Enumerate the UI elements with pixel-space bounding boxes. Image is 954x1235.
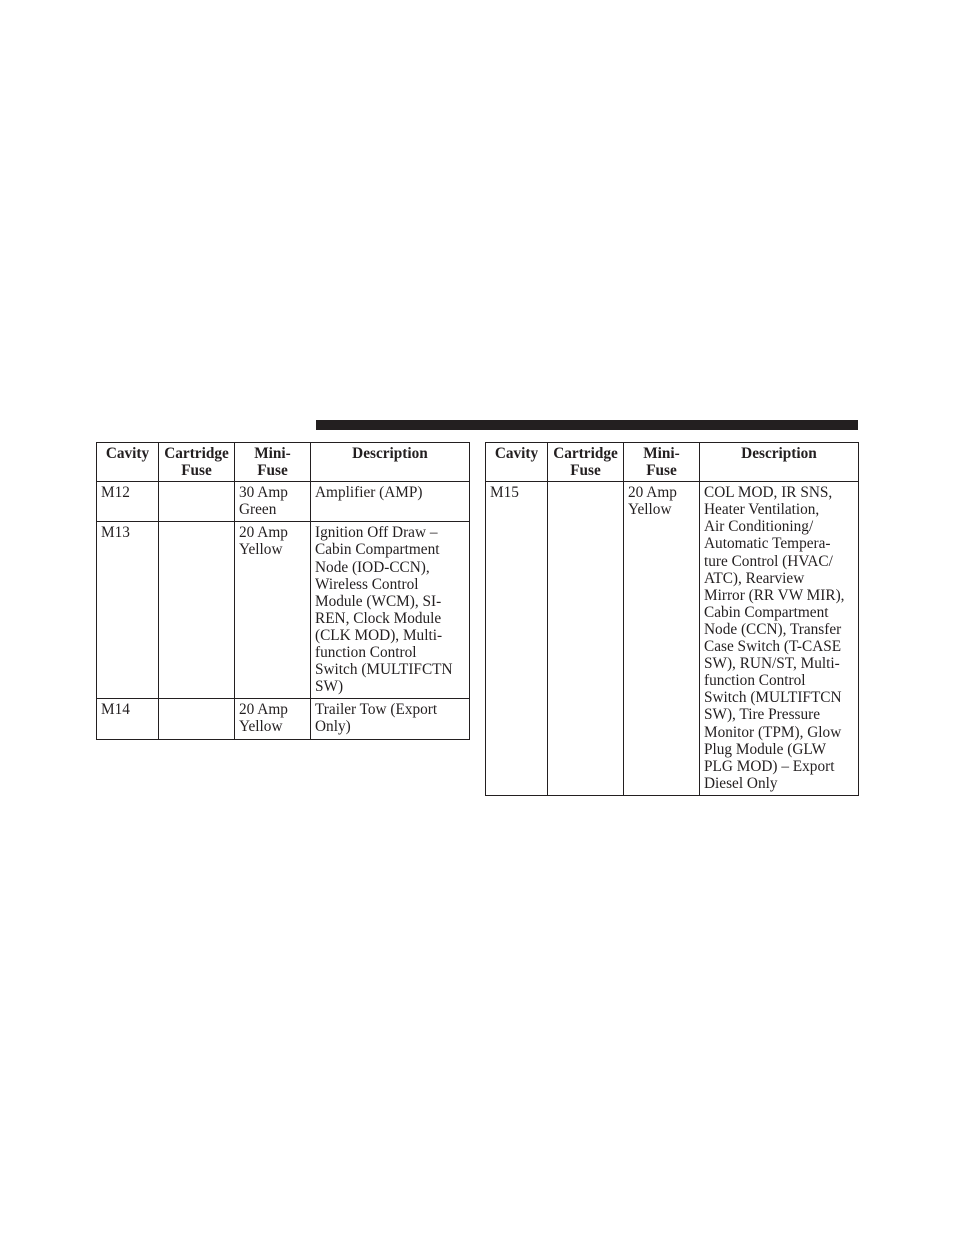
description-line: Cabin Compartment bbox=[315, 541, 440, 559]
description-line: ATC), Rearview bbox=[704, 569, 805, 587]
header-cartridge-line2: Fuse bbox=[181, 462, 212, 480]
description-line: Wireless Control bbox=[315, 575, 419, 593]
description-line: Only) bbox=[315, 718, 351, 736]
table-header-row bbox=[486, 443, 859, 482]
description-line: Switch (MULTIFCTN bbox=[315, 661, 453, 679]
header-mini-fuse bbox=[235, 443, 311, 482]
description-line: Mirror (RR VW MIR), bbox=[704, 586, 845, 604]
cell-description bbox=[311, 522, 470, 699]
header-mini-line1: Mini- bbox=[643, 445, 680, 462]
mini-fuse-line: 30 Amp bbox=[239, 484, 288, 502]
header-cavity-label: Cavity bbox=[494, 445, 539, 462]
cell-cartridge bbox=[159, 699, 235, 739]
cell-cartridge bbox=[159, 482, 235, 522]
cell-cartridge bbox=[159, 522, 235, 699]
mini-fuse-line: Yellow bbox=[239, 541, 283, 559]
cell-cartridge bbox=[548, 482, 624, 796]
description-line: Switch (MULTIFTCN bbox=[704, 689, 842, 707]
cell-cavity: M12 bbox=[97, 482, 159, 522]
table-row bbox=[97, 522, 470, 699]
header-mini-fuse bbox=[624, 443, 700, 482]
cell-cavity: M15 bbox=[486, 482, 548, 796]
description-line: Monitor (TPM), Glow bbox=[704, 723, 842, 741]
header-cartridge-fuse bbox=[159, 443, 235, 482]
mini-fuse-line: Yellow bbox=[628, 501, 672, 519]
cell-cavity: M13 bbox=[97, 522, 159, 699]
description-line: Air Conditioning/ bbox=[704, 518, 814, 536]
mini-fuse-line: 20 Amp bbox=[239, 524, 288, 542]
mini-fuse-line: Green bbox=[239, 501, 277, 519]
table-row bbox=[486, 482, 859, 796]
header-cartridge-line1: Cartridge bbox=[553, 445, 618, 462]
description-line: Heater Ventilation, bbox=[704, 501, 820, 519]
description-line: REN, Clock Module bbox=[315, 609, 442, 627]
description-line: SW) bbox=[315, 678, 344, 696]
table-row bbox=[97, 699, 470, 739]
mini-fuse-line: Yellow bbox=[239, 718, 283, 736]
description-line: Amplifier (AMP) bbox=[315, 484, 423, 502]
description-line: Automatic Tempera- bbox=[704, 535, 831, 553]
header-description bbox=[311, 443, 470, 482]
header-description-label: Description bbox=[741, 445, 817, 462]
header-mini-line2: Fuse bbox=[646, 462, 677, 480]
table-header-row bbox=[97, 443, 470, 482]
header-mini-line2: Fuse bbox=[257, 462, 288, 480]
mini-fuse-line: 20 Amp bbox=[628, 484, 677, 502]
header-cavity bbox=[486, 443, 548, 482]
cell-description bbox=[311, 699, 470, 739]
cell-cavity: M14 bbox=[97, 699, 159, 739]
cell-description bbox=[311, 482, 470, 522]
table-row bbox=[97, 482, 470, 522]
section-header-bar bbox=[316, 420, 858, 430]
description-line: Ignition Off Draw – bbox=[315, 524, 438, 542]
description-line: (CLK MOD), Multi- bbox=[315, 626, 443, 644]
header-description-label: Description bbox=[352, 445, 428, 462]
description-line: Case Switch (T-CASE bbox=[704, 638, 842, 656]
description-line: PLG MOD) – Export bbox=[704, 757, 835, 775]
description-line: COL MOD, IR SNS, bbox=[704, 484, 833, 502]
description-line: function Control bbox=[315, 644, 417, 662]
header-cavity-label: Cavity bbox=[105, 445, 150, 462]
description-line: Plug Module (GLW bbox=[704, 740, 827, 758]
cell-mini-fuse bbox=[235, 482, 311, 522]
header-cartridge-line2: Fuse bbox=[570, 462, 601, 480]
cell-description bbox=[700, 482, 859, 796]
header-cartridge-line1: Cartridge bbox=[164, 445, 229, 462]
description-line: Diesel Only bbox=[704, 774, 778, 792]
header-mini-line1: Mini- bbox=[254, 445, 291, 462]
header-cavity bbox=[97, 443, 159, 482]
cell-mini-fuse bbox=[624, 482, 700, 796]
description-line: Module (WCM), SI- bbox=[315, 592, 442, 610]
cell-mini-fuse bbox=[235, 522, 311, 699]
description-line: SW), RUN/ST, Multi- bbox=[704, 655, 840, 673]
fuse-table-left bbox=[96, 442, 470, 740]
description-line: Node (IOD-CCN), bbox=[315, 558, 430, 576]
fuse-table-right bbox=[485, 442, 859, 796]
description-line: ture Control (HVAC/ bbox=[704, 552, 833, 570]
header-cartridge-fuse bbox=[548, 443, 624, 482]
description-line: function Control bbox=[704, 672, 806, 690]
description-line: SW), Tire Pressure bbox=[704, 706, 821, 724]
description-line: Trailer Tow (Export bbox=[315, 701, 438, 719]
mini-fuse-line: 20 Amp bbox=[239, 701, 288, 719]
cell-mini-fuse bbox=[235, 699, 311, 739]
description-line: Node (CCN), Transfer bbox=[704, 620, 842, 638]
header-description bbox=[700, 443, 859, 482]
description-line: Cabin Compartment bbox=[704, 603, 829, 621]
